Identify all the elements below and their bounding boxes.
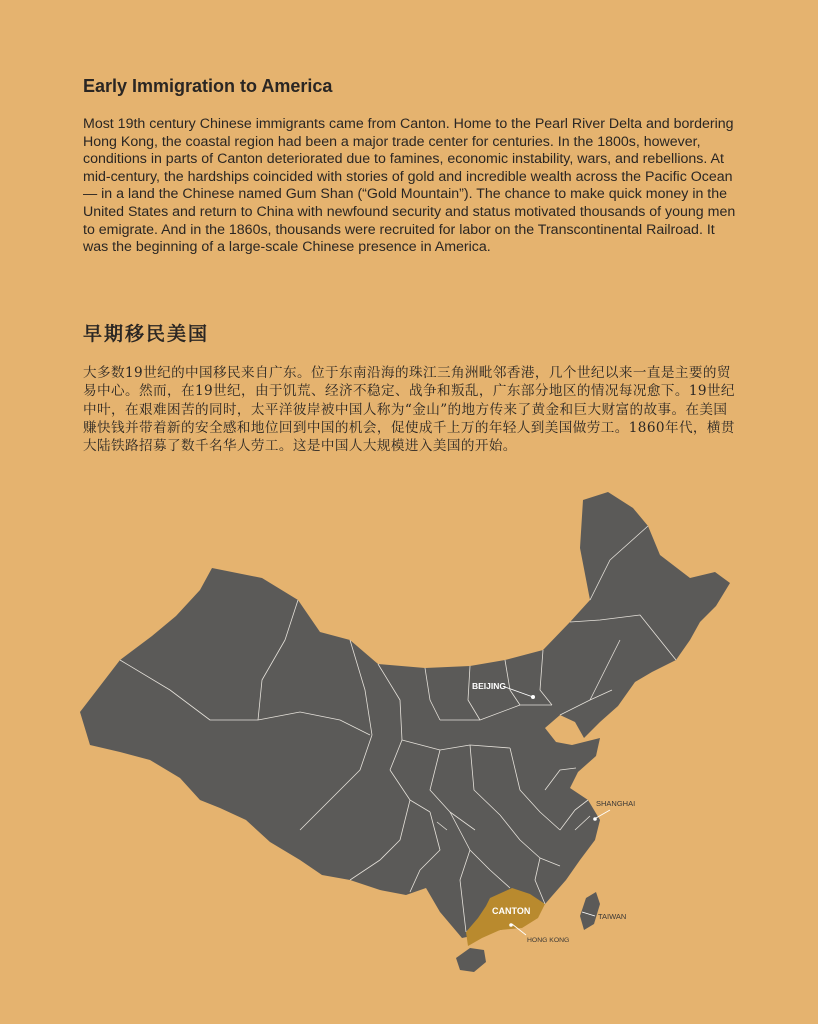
- beijing-marker: [531, 695, 535, 699]
- taiwan-label: TAIWAN: [598, 912, 627, 921]
- hong-kong-label: HONG KONG: [527, 937, 570, 944]
- english-title: Early Immigration to America: [83, 76, 333, 96]
- shanghai-marker: [593, 817, 597, 821]
- beijing-label: BEIJING: [472, 681, 507, 691]
- chinese-title: 早期移民美国: [83, 323, 210, 345]
- canton-label: CANTON: [492, 906, 531, 916]
- english-paragraph: Most 19th century Chinese immigrants came from Canton. Home to the Pearl River Delta and bordering Hong Kong, the coastal region had been a major trade center for centuries. In the 1800s, however, conditions in parts of Canton deteriorated due to famines, economic instability, wars, and rebellions. At mid-century, the hardships coincided with stories of gold and incredible wealth across the Pacific Ocean — in a land the Chinese named Gum Shan (“Gold Mountain”). The chance to make quick money in the United States and return to China with newfound security and status motivated thousands of young men to emigrate. And in the 1860s, thousands were recruited for labor on the Transcontinental Railroad. It was the beginning of a large-scale Chinese presence in America.: [83, 116, 736, 256]
- hainan-island: [456, 948, 486, 972]
- china-map: [0, 480, 818, 1024]
- china-mainland: [80, 492, 730, 938]
- hongkong-marker: [509, 923, 513, 927]
- shanghai-label: SHANGHAI: [596, 799, 636, 808]
- chinese-paragraph: 大多数19世纪的中国移民来自广东。位于东南沿海的珠江三角洲毗邻香港，几个世纪以来一直是主要的贸易中心。然而，在19世纪，由于饥荒、经济不稳定、战争和叛乱，广东部分地区的情况每况愈下。19世纪中叶，在艰难困苦的同时，太平洋彼岸被中国人称为“金山”的地方传来了黄金和巨大财富的故事。在美国赚快钱并带着新的安全感和地位回到中国的机会，促使成千上万的年轻人到美国做劳工。1860年代，横贯大陆铁路招募了数千名华人劳工。这是中国人大规模进入美国的开始。: [83, 365, 735, 455]
- shanghai-leader: [596, 810, 610, 818]
- taiwan-island: [580, 892, 600, 930]
